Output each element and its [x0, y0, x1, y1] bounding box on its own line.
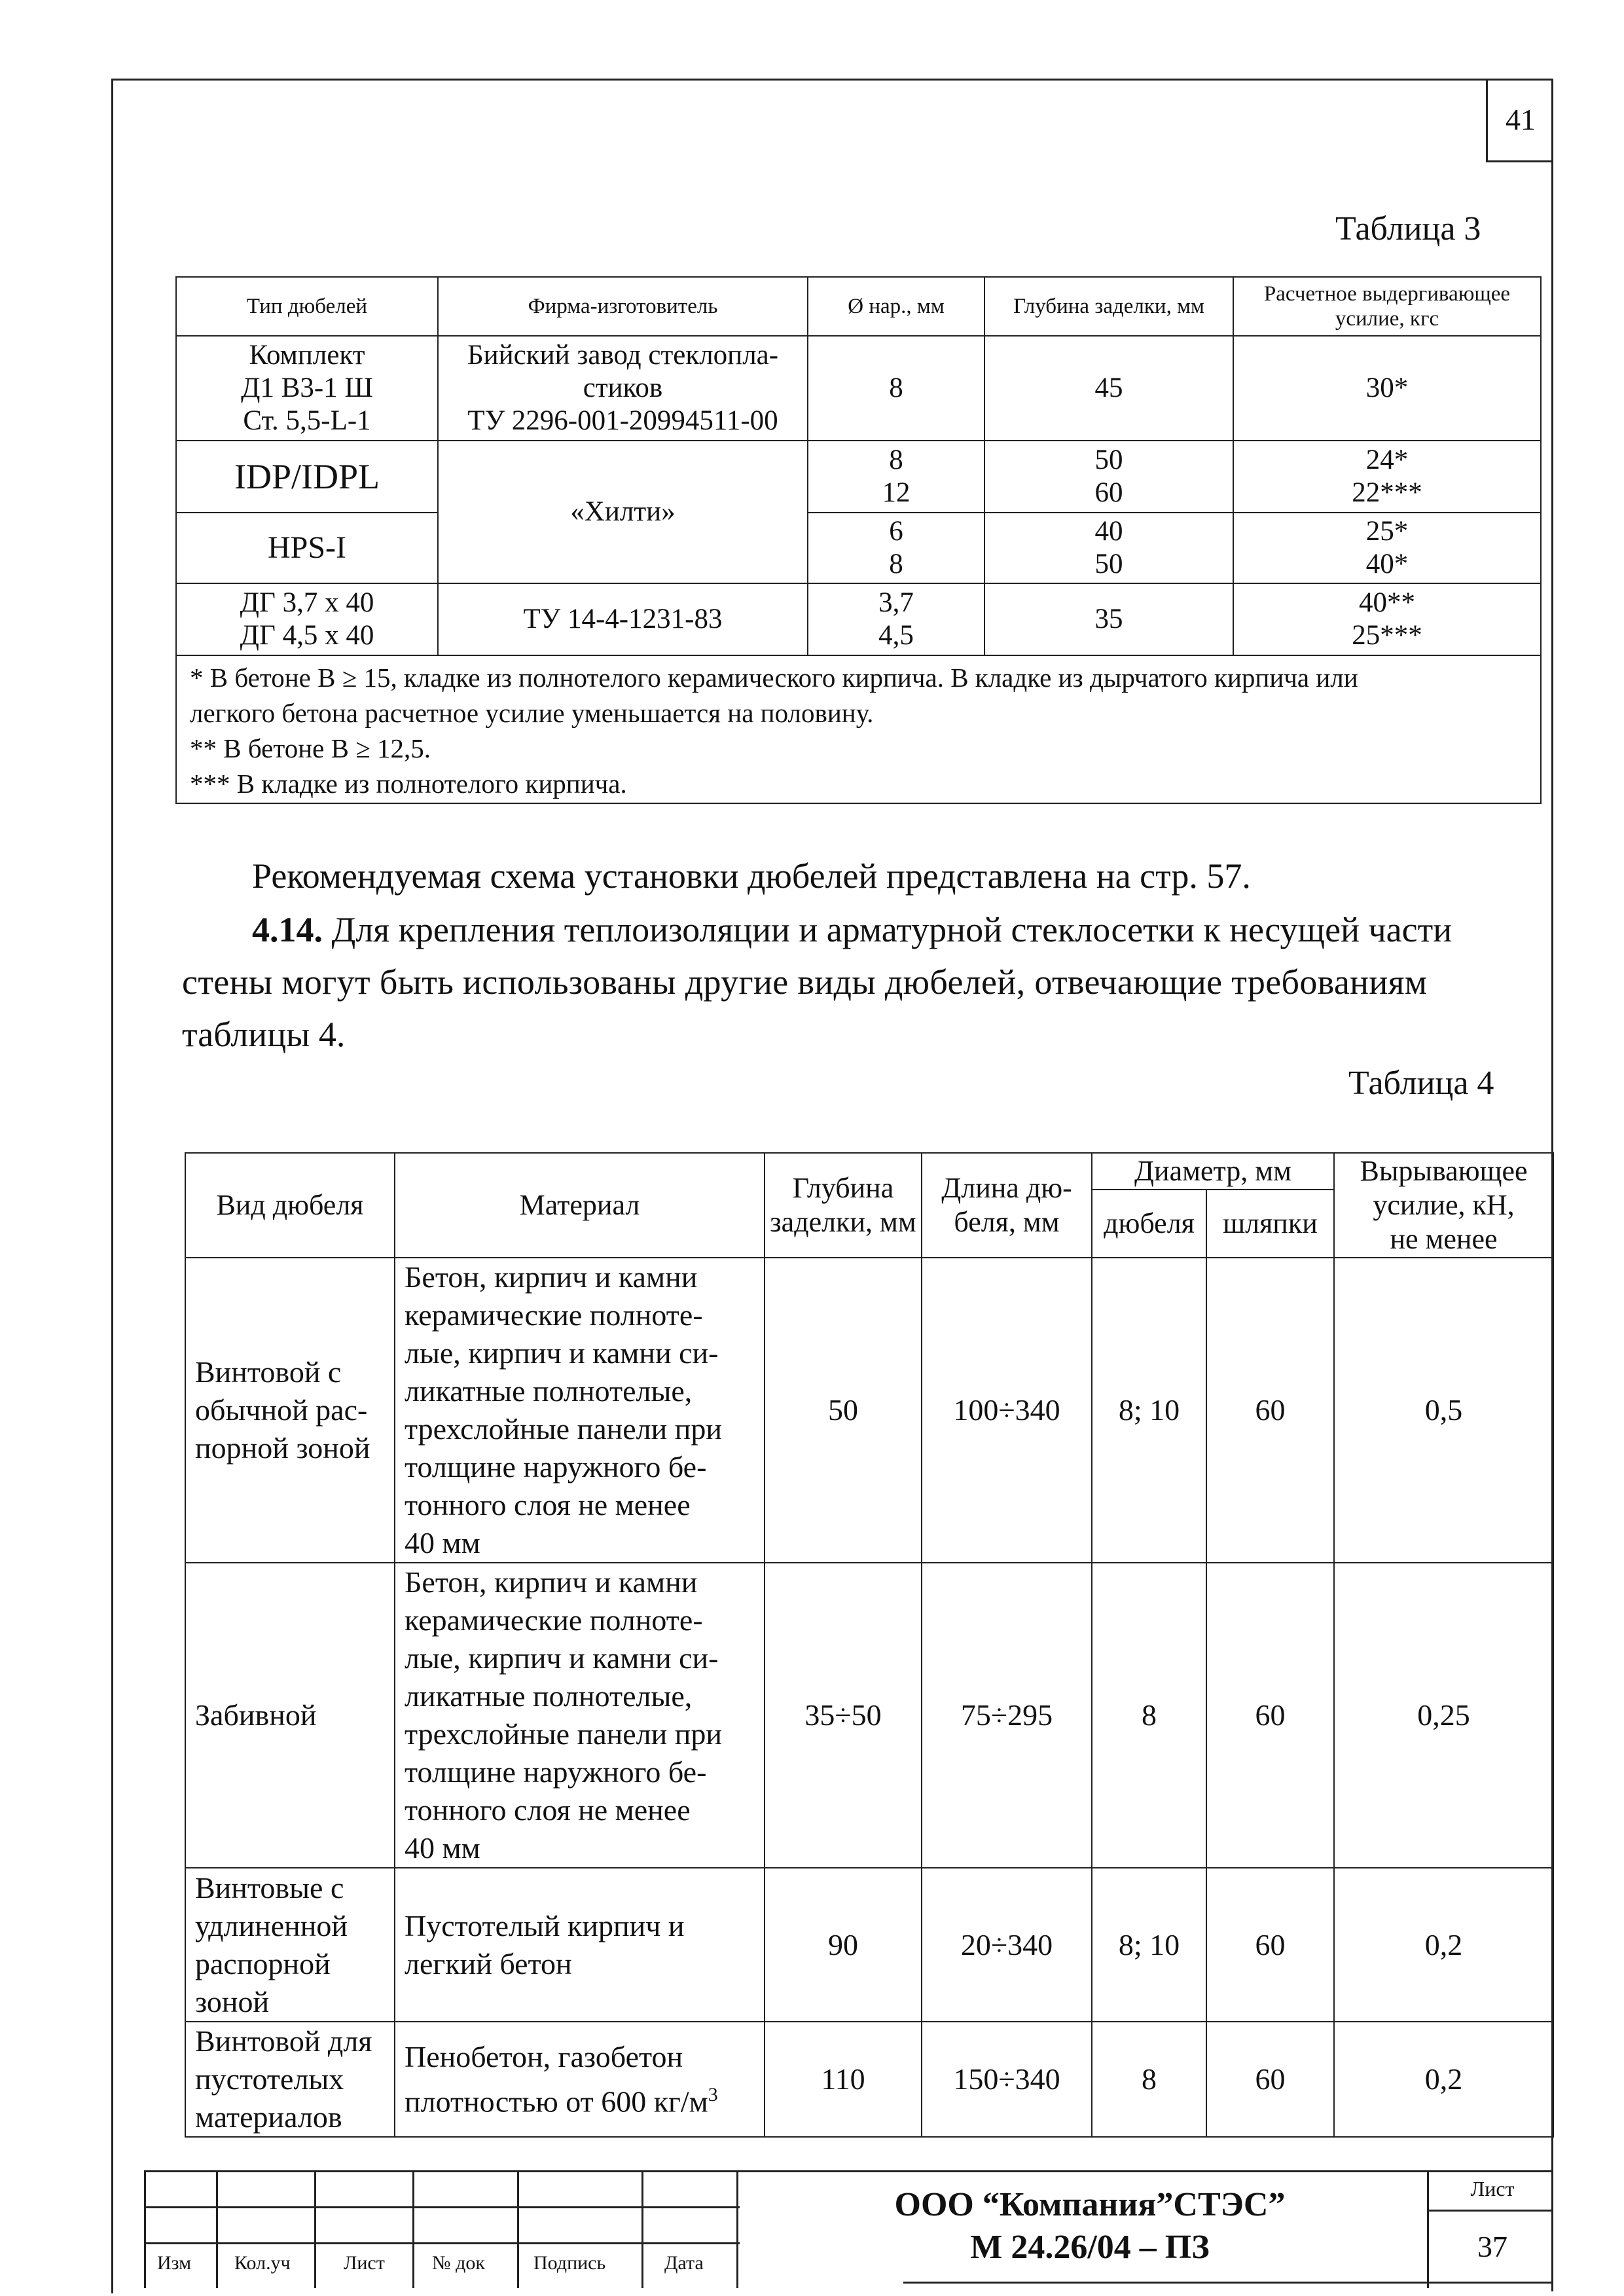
cell-type: IDP/IDPL — [176, 441, 438, 513]
cell-firm: ТУ 14-4-1231-83 — [438, 583, 808, 655]
cell-firm: Бийский завод стеклопла- стиков ТУ 2296-001-20994511-00 — [438, 336, 808, 441]
table-row — [176, 336, 1541, 441]
cell-diameter: 8 12 — [808, 441, 984, 513]
cell-force: 0,2 — [1334, 1868, 1553, 2022]
cell-force: 30* — [1233, 336, 1541, 441]
cell-material: Бетон, кирпич и камни керамические полноте- лые, кирпич и камни си- ликатные полнотелые, трехслойные панели при толщине наружного бе- тонного слоя не менее 40 мм — [395, 1258, 765, 1563]
cell-kind: Забивной — [185, 1563, 395, 1868]
cell-kind: Винтовые с удлиненной распорной зоной — [185, 1868, 395, 2022]
table4-header-depth: Глубина заделки, мм — [765, 1153, 922, 1258]
paragraph-4-14-line1: 4.14. Для крепления теплоизоляции и арматурной стеклосетки к несущей части — [252, 910, 1453, 949]
table3-header-type: Тип дюбелей — [176, 277, 438, 336]
table-row — [176, 513, 1541, 583]
cell-depth: 40 50 — [984, 513, 1233, 583]
table-row — [185, 1563, 1553, 1868]
table-row — [185, 2022, 1553, 2137]
table3-notes — [176, 655, 1541, 803]
cell-depth: 45 — [984, 336, 1233, 441]
note-line: *** В кладке из полнотелого кирпича. — [190, 769, 627, 799]
table3-header-depth: Глубина заделки, мм — [984, 277, 1233, 336]
cell-type: Комплект Д1 В3-1 Ш Ст. 5,5-L-1 — [176, 336, 438, 441]
note-line: ** В бетоне В ≥ 12,5. — [190, 733, 431, 763]
cell-type: HPS-I — [176, 513, 438, 583]
note-line: * В бетоне В ≥ 15, кладке из полнотелого керамического кирпича. В кладке из дырчатого кирпича или — [190, 663, 1358, 693]
title-block-label: Дата — [664, 2252, 704, 2274]
cell-length: 100÷340 — [922, 1258, 1092, 1563]
cell-type: ДГ 3,7 х 40 ДГ 4,5 х 40 — [176, 583, 438, 655]
paragraph-4-14-line3: таблицы 4. — [182, 1015, 346, 1054]
cell-dia-head: 60 — [1206, 2022, 1334, 2137]
table4-header-length: Длина дю- беля, мм — [922, 1153, 1092, 1258]
table-row — [176, 583, 1541, 655]
cell-depth: 50 60 — [984, 441, 1233, 513]
cell-depth: 35 — [984, 583, 1233, 655]
table4-header-diameter: Диаметр, мм — [1092, 1153, 1334, 1190]
cell-material: Пустотелый кирпич и легкий бетон — [395, 1868, 765, 2022]
table3-header-force: Расчетное выдергивающее усилие, кгс — [1233, 277, 1541, 336]
cell-length: 75÷295 — [922, 1563, 1092, 1868]
cell-diameter: 8 — [808, 336, 984, 441]
cell-dia-dowel: 8; 10 — [1092, 1868, 1206, 2022]
title-block-label: Кол.уч — [234, 2252, 291, 2274]
cell-force: 0,5 — [1334, 1258, 1553, 1563]
cell-length: 20÷340 — [922, 1868, 1092, 2022]
table3-caption: Таблица 3 — [1335, 210, 1481, 247]
cell-force: 40** 25*** — [1233, 583, 1541, 655]
cell-force: 0,2 — [1334, 2022, 1553, 2137]
cell-force: 24* 22*** — [1233, 441, 1541, 513]
table4-header-dia-head: шляпки — [1206, 1190, 1334, 1258]
cell-dia-dowel: 8; 10 — [1092, 1258, 1206, 1563]
table4-header-material: Материал — [395, 1153, 765, 1258]
cell-material: Бетон, кирпич и камни керамические полноте- лые, кирпич и камни си- ликатные полнотелые, трехслойные панели при толщине наружного бе- тонного слоя не менее 40 мм — [395, 1563, 765, 1868]
cell-force: 25* 40* — [1233, 513, 1541, 583]
cell-diameter: 3,7 4,5 — [808, 583, 984, 655]
table-row — [185, 1868, 1553, 2022]
cell-dia-head: 60 — [1206, 1258, 1334, 1563]
title-block-label: № док — [432, 2252, 485, 2274]
cell-diameter: 6 8 — [808, 513, 984, 583]
title-block-label: Подпись — [533, 2252, 606, 2274]
company-name: ООО “Компания”СТЭС” — [894, 2186, 1286, 2223]
title-block-label: Изм — [157, 2252, 192, 2274]
cell-dia-dowel: 8 — [1092, 1563, 1206, 1868]
table4-header-row — [185, 1153, 1553, 1190]
cell-dia-head: 60 — [1206, 1563, 1334, 1868]
cell-depth: 110 — [765, 2022, 922, 2137]
paragraph-4-14-line2: стены могут быть использованы другие виды дюбелей, отвечающие требованиям — [182, 962, 1428, 1002]
table-3 — [175, 276, 1542, 804]
table-row — [176, 441, 1541, 513]
section-number: 4.14. — [252, 910, 323, 949]
cell-kind: Винтовой для пустотелых материалов — [185, 2022, 395, 2137]
paragraph-scheme-reference: Рекомендуемая схема установки дюбелей представлена на стр. 57. — [252, 856, 1251, 896]
cell-material: Пенобетон, газобетон плотностью от 600 $кг/м^3$ — [395, 2022, 765, 2137]
cell-depth: 35÷50 — [765, 1563, 922, 1868]
table-4 — [185, 1152, 1554, 2138]
sheet-label: Лист — [1470, 2177, 1515, 2200]
table3-header-row — [176, 277, 1541, 336]
sheet-number: 37 — [1477, 2230, 1507, 2263]
cell-dia-head: 60 — [1206, 1868, 1334, 2022]
note-line: легкого бетона расчетное усилие уменьшается на половину. — [190, 698, 874, 728]
table4-header-dia-dowel: дюбеля — [1092, 1190, 1206, 1258]
table4-header-force: Вырывающее усилие, кН, не менее — [1334, 1153, 1553, 1258]
cell-dia-dowel: 8 — [1092, 2022, 1206, 2137]
cell-depth: 90 — [765, 1868, 922, 2022]
cell-firm: «Хилти» — [438, 441, 808, 583]
document-code: М 24.26/04 – ПЗ — [970, 2229, 1210, 2266]
table3-header-firm: Фирма-изготовитель — [438, 277, 808, 336]
cell-kind: Винтовой с обычной рас- порной зоной — [185, 1258, 395, 1563]
page-number: 41 — [1486, 79, 1553, 162]
cell-depth: 50 — [765, 1258, 922, 1563]
cell-length: 150÷340 — [922, 2022, 1092, 2137]
table3-header-diameter: Ø нар., мм — [808, 277, 984, 336]
table-row — [185, 1258, 1553, 1563]
table4-caption: Таблица 4 — [1348, 1065, 1494, 1102]
title-block-label: Лист — [344, 2252, 385, 2274]
cell-force: 0,25 — [1334, 1563, 1553, 1868]
table3-notes-row — [176, 655, 1541, 803]
table4-header-kind: Вид дюбеля — [185, 1153, 395, 1258]
